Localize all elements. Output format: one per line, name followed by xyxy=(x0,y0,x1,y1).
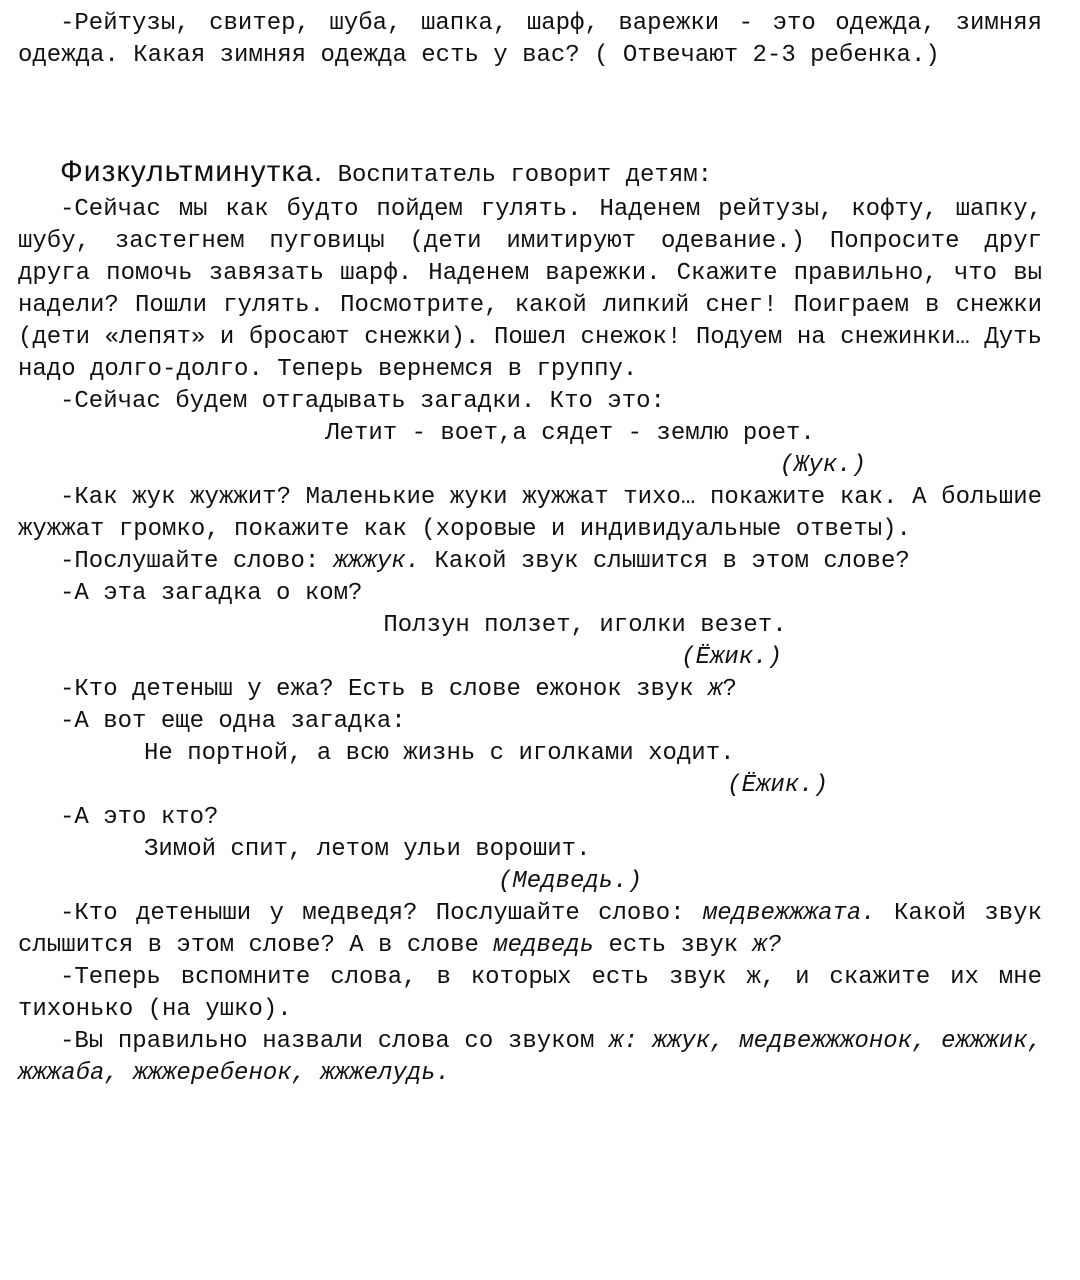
bear-word-3: ж? xyxy=(752,932,782,959)
listen-text-2: Какой звук слышится в этом слове? xyxy=(420,548,910,575)
riddle-3: Не портной, а всю жизнь с иголками ходит. xyxy=(144,740,735,767)
bear-text: -Кто детеныши у медведя? Послушайте слово: xyxy=(60,900,703,927)
answer-3: (Ёжик.) xyxy=(727,772,828,799)
bear-word-1: медвежжжата. xyxy=(702,900,876,927)
paragraph-walk: -Сейчас мы как будто пойдем гулять. Наденем рейтузы, кофту, шапку, шубу, застегнем пуговицы (дети имитируют одевание.) Попросите друг друга помочь завязать шарф. Наденем варежки. Скажите правильно, что вы надели? Пошли гулять. Посмотрите, какой липкий снег! Поиграем в снежки (дети «лепят» и бросают снежки). Пошел снежок! Подуем на снежинки… Дуть надо долго-долго. Теперь вернемся в группу. xyxy=(18,196,1042,383)
paragraph-buzz: -Как жук жужжит? Маленькие жуки жужжат тихо… покажите как. А большие жужжат громко, покажите как (хоровые и индивидуальные ответы). xyxy=(18,484,1042,543)
listen-word: жжжук. xyxy=(333,548,421,575)
baby-text-2: ? xyxy=(722,676,737,703)
baby-sound: ж xyxy=(708,676,723,703)
baby-text: -Кто детеныш у ежа? Есть в слове ежонок звук xyxy=(60,676,709,703)
paragraph-final xyxy=(18,1026,1042,1090)
section-heading: Физкультминутка. xyxy=(60,155,324,188)
bear-text-2: Какой звук слышится в этом слове? А в слове xyxy=(18,900,1042,959)
paragraph-riddles-intro: -Сейчас будем отгадывать загадки. Кто это: xyxy=(60,388,665,415)
riddle-1: Летит - воет,а сядет - землю роет. xyxy=(325,420,815,447)
answer-1: (Жук.) xyxy=(779,452,866,479)
riddle-2: Ползун ползет, иголки везет. xyxy=(383,612,787,639)
section-gap xyxy=(18,72,1042,154)
riddle-4: Зимой спит, летом ульи ворошит. xyxy=(144,836,591,863)
final-words: ж: жжук, медвежжжонок, ежжжик, жжжаба, жжжеребенок, жжжелудь. xyxy=(18,1028,1042,1087)
bear-word-2: медведь xyxy=(493,932,595,959)
paragraph-who: -А эта загадка о ком? xyxy=(60,580,363,607)
paragraph-intro: -Рейтузы, свитер, шуба, шапка, шарф, варежки - это одежда, зимняя одежда. Какая зимняя одежда есть у вас? ( Отвечают 2-3 ребенка.) xyxy=(18,10,1042,69)
paragraph-recall: -Теперь вспомните слова, в которых есть звук ж, и скажите их мне тихонько (на ушко). xyxy=(18,964,1042,1023)
section-heading-line xyxy=(18,154,1042,194)
paragraph-baby xyxy=(18,674,1042,706)
answer-2: (Ёжик.) xyxy=(681,644,782,671)
paragraph-another: -А вот еще одна загадка: xyxy=(60,708,406,735)
heading-lead: Воспитатель говорит детям: xyxy=(337,162,713,189)
final-text: -Вы правильно назвали слова со звуком xyxy=(60,1028,610,1055)
paragraph-this: -А это кто? xyxy=(60,804,219,831)
paragraph-bear xyxy=(18,898,1042,962)
listen-text: -Послушайте слово: xyxy=(60,548,334,575)
bear-text-3: есть звук xyxy=(594,932,753,959)
paragraph-listen xyxy=(18,546,1042,578)
document-page xyxy=(18,8,1042,1090)
answer-4: (Медведь.) xyxy=(497,868,642,895)
